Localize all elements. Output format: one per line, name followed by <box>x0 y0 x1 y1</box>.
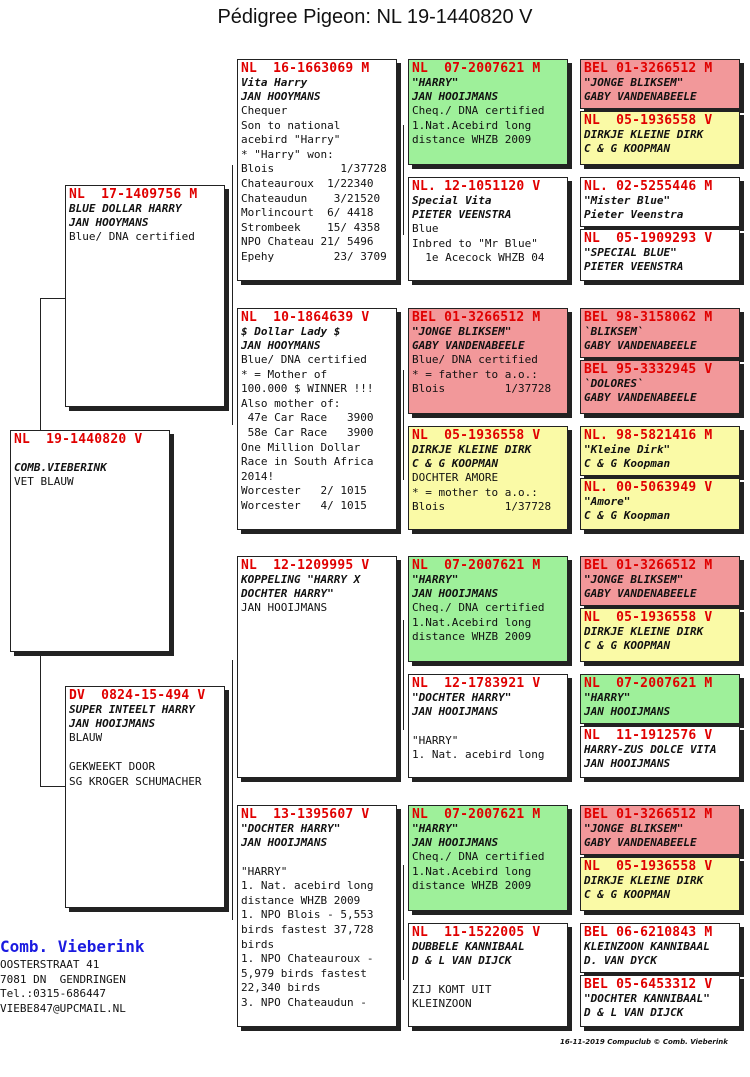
bird-name: "DOCHTER HARRY" JAN HOOIJMANS <box>412 691 512 718</box>
bird-name: DIRKJE KLEINE DIRK C & G KOOPMAN <box>584 874 704 901</box>
ring-number: NL 07-2007621 M <box>412 558 541 573</box>
ring-number: NL 11-1522005 V <box>412 925 541 940</box>
pedigree-card-gen5 <box>580 360 740 414</box>
pedigree-card-gen5 <box>580 229 740 281</box>
bird-name: DIRKJE KLEINE DIRK C & G KOOPMAN <box>584 128 704 155</box>
bird-name: DUBBELE KANNIBAAL D & L VAN DIJCK <box>412 940 525 967</box>
bird-name: Special Vita PIETER VEENSTRA <box>412 194 512 221</box>
connector-line <box>232 660 233 920</box>
pedigree-card-gen5 <box>580 177 740 227</box>
pedigree-card-gen4 <box>408 177 568 281</box>
bird-name: $ Dollar Lady $ JAN HOOYMANS <box>241 325 341 352</box>
ring-number: NL 07-2007621 M <box>412 807 541 822</box>
bird-info: Cheq./ DNA certified 1.Nat.Acebird long distance WHZB 2009 <box>412 850 545 893</box>
pedigree-card-gen5 <box>580 726 740 778</box>
ring-number: NL. 98-5821416 M <box>584 428 713 443</box>
bird-name: "HARRY" JAN HOOIJMANS <box>412 573 499 600</box>
bird-info: Cheq./ DNA certified 1.Nat.Acebird long distance WHZB 2009 <box>412 601 545 644</box>
ring-number: NL 12-1783921 V <box>412 676 541 691</box>
pedigree-card-subject <box>10 430 170 652</box>
bird-name: "DOCHTER HARRY" JAN HOOIJMANS <box>241 822 341 849</box>
bird-info: Blue/ DNA certified <box>69 230 195 243</box>
bird-name: "JONGE BLIKSEM" GABY VANDENABEELE <box>584 822 697 849</box>
pedigree-card-gen5 <box>580 556 740 606</box>
ring-number: BEL 98-3158062 M <box>584 310 713 325</box>
connector-line <box>232 165 233 425</box>
pedigree-card-gen5 <box>580 608 740 662</box>
pedigree-card-gen5 <box>580 308 740 358</box>
pedigree-card-gen4 <box>408 556 568 662</box>
bird-info: VET BLAUW <box>14 475 74 488</box>
bird-name: "JONGE BLIKSEM" GABY VANDENABEELE <box>584 76 697 103</box>
pedigree-card-gen5 <box>580 857 740 911</box>
ring-number: BEL 01-3266512 M <box>584 558 713 573</box>
ring-number: NL 07-2007621 M <box>412 61 541 76</box>
pedigree-card-gen4 <box>408 59 568 165</box>
ring-number: NL 05-1936558 V <box>584 610 713 625</box>
ring-number: BEL 95-3332945 V <box>584 362 713 377</box>
print-stamp: 16-11-2019 Compuclub © Comb. Vieberink <box>560 1038 728 1046</box>
pedigree-card-gen3 <box>237 556 397 778</box>
ring-number: NL 07-2007621 M <box>584 676 713 691</box>
breeder-name: Comb. Vieberink <box>0 937 145 956</box>
ring-number: NL. 00-5063949 V <box>584 480 713 495</box>
bird-name: DIRKJE KLEINE DIRK C & G KOOPMAN <box>584 625 704 652</box>
bird-info: "HARRY" 1. Nat. acebird long <box>412 733 545 762</box>
bird-name: `DOLORES` GABY VANDENABEELE <box>584 377 697 404</box>
pedigree-card-gen4 <box>408 426 568 530</box>
bird-name: SUPER INTEELT HARRY JAN HOOIJMANS <box>69 703 195 730</box>
pedigree-card-gen5 <box>580 674 740 724</box>
pedigree-card-gen5 <box>580 975 740 1027</box>
bird-name: "SPECIAL BLUE" PIETER VEENSTRA <box>584 246 684 273</box>
connector-line <box>40 652 41 786</box>
bird-info: DOCHTER AMORE * = mother to a.o.: Blois 1/37728 <box>412 471 552 514</box>
connector-line <box>403 620 404 730</box>
connector-line <box>40 298 41 432</box>
bird-name: "JONGE BLIKSEM" GABY VANDENABEELE <box>584 573 697 600</box>
ring-number: NL 05-1909293 V <box>584 231 713 246</box>
bird-name: KOPPELING "HARRY X DOCHTER HARRY" <box>241 573 361 600</box>
pedigree-card-gen4 <box>408 308 568 414</box>
bird-name: DIRKJE KLEINE DIRK C & G KOOPMAN <box>412 443 532 470</box>
pedigree-card-dam <box>65 686 225 908</box>
bird-info: "HARRY" 1. Nat. acebird long distance WHZB 2009 1. NPO Blois - 5,553 birds fastest 37,728 birds 1. NPO Chateauroux - 5,979 birds fastest 22,340 birds 3. NPO Chateaudun - <box>241 864 374 1009</box>
bird-info: ZIJ KOMT UIT KLEINZOON <box>412 982 492 1011</box>
page-title: Pédigree Pigeon: NL 19-1440820 V <box>217 6 533 28</box>
pedigree-card-gen3 <box>237 308 397 530</box>
bird-name: "HARRY" JAN HOOIJMANS <box>412 822 499 849</box>
bird-name: "Mister Blue" Pieter Veenstra <box>584 194 684 221</box>
pedigree-card-gen5 <box>580 805 740 855</box>
ring-number: BEL 06-6210843 M <box>584 925 713 940</box>
bird-name: "DOCHTER KANNIBAAL" D & L VAN DIJCK <box>584 992 710 1019</box>
ring-number: NL 05-1936558 V <box>584 859 713 874</box>
pedigree-card-gen5 <box>580 111 740 165</box>
bird-info: Cheq./ DNA certified 1.Nat.Acebird long distance WHZB 2009 <box>412 104 545 147</box>
bird-name: `BLIKSEM` GABY VANDENABEELE <box>584 325 697 352</box>
bird-name: "HARRY" JAN HOOIJMANS <box>584 691 671 718</box>
pedigree-card-sire <box>65 185 225 407</box>
pedigree-card-gen5 <box>580 59 740 109</box>
ring-number: NL 19-1440820 V <box>14 432 143 447</box>
ring-number: NL 17-1409756 M <box>69 187 198 202</box>
bird-name: Vita Harry JAN HOOYMANS <box>241 76 321 103</box>
connector-line <box>40 298 65 299</box>
bird-name: KLEINZOON KANNIBAAL D. VAN DYCK <box>584 940 710 967</box>
bird-info: JAN HOOIJMANS <box>241 601 328 614</box>
pedigree-card-gen3 <box>237 59 397 281</box>
bird-name: HARRY-ZUS DOLCE VITA JAN HOOIJMANS <box>584 743 717 770</box>
breeder-address: OOSTERSTRAAT 41 7081 DN GENDRINGEN Tel.:0315-686447 VIEBE847@UPCMAIL.NL <box>0 958 126 1015</box>
connector-line <box>403 125 404 235</box>
ring-number: NL 10-1864639 V <box>241 310 370 325</box>
ring-number: NL 05-1936558 V <box>584 113 713 128</box>
pedigree-card-gen5 <box>580 923 740 973</box>
ring-number: BEL 01-3266512 M <box>584 807 713 822</box>
bird-info: Chequer Son to national acebird "Harry" * "Harry" won: Blois 1/37728 Chateauroux 1/22340 Chateaudun 3/21520 Morlincourt 6/ 4418 Strombeek 15/ 4358 NPO Chateau 21/ 5496 Epehy 23/ 3709 <box>241 104 387 263</box>
ring-number: NL. 12-1051120 V <box>412 179 541 194</box>
pedigree-card-gen4 <box>408 674 568 778</box>
connector-line <box>403 865 404 980</box>
bird-name: "Kleine Dirk" C & G Koopman <box>584 443 671 470</box>
ring-number: BEL 01-3266512 M <box>584 61 713 76</box>
ring-number: NL 13-1395607 V <box>241 807 370 822</box>
bird-name: "Amore" C & G Koopman <box>584 495 671 522</box>
pedigree-card-gen5 <box>580 426 740 476</box>
bird-info: BLAUW GEKWEEKT DOOR SG KROGER SCHUMACHER <box>69 731 202 788</box>
bird-info: Blue/ DNA certified * = father to a.o.: Blois 1/37728 <box>412 353 552 396</box>
ring-number: NL. 02-5255446 M <box>584 179 713 194</box>
pedigree-card-gen4 <box>408 805 568 911</box>
pedigree-card-gen5 <box>580 478 740 530</box>
bird-name: BLUE DOLLAR HARRY JAN HOOYMANS <box>69 202 182 229</box>
bird-name: "JONGE BLIKSEM" GABY VANDENABEELE <box>412 325 525 352</box>
pedigree-card-gen4 <box>408 923 568 1027</box>
ring-number: BEL 05-6453312 V <box>584 977 713 992</box>
ring-number: NL 12-1209995 V <box>241 558 370 573</box>
ring-number: DV 0824-15-494 V <box>69 688 206 703</box>
pedigree-card-gen3 <box>237 805 397 1027</box>
ring-number: NL 05-1936558 V <box>412 428 541 443</box>
connector-line <box>403 370 404 480</box>
ring-number: NL 11-1912576 V <box>584 728 713 743</box>
bird-name: "HARRY" JAN HOOIJMANS <box>412 76 499 103</box>
connector-line <box>40 786 65 787</box>
ring-number: NL 16-1663069 M <box>241 61 370 76</box>
bird-info: Blue Inbred to "Mr Blue" 1e Acecock WHZB 04 <box>412 222 545 265</box>
bird-name: COMB.VIEBERINK <box>14 461 107 474</box>
ring-number: BEL 01-3266512 M <box>412 310 541 325</box>
bird-info: Blue/ DNA certified * = Mother of 100.000 $ WINNER !!! Also mother of: 47e Car Race 3900 58e Car Race 3900 One Million Dollar Race in South Africa 2014! Worcester 2/ 1015 Worcester 4/ 1015 <box>241 353 374 512</box>
